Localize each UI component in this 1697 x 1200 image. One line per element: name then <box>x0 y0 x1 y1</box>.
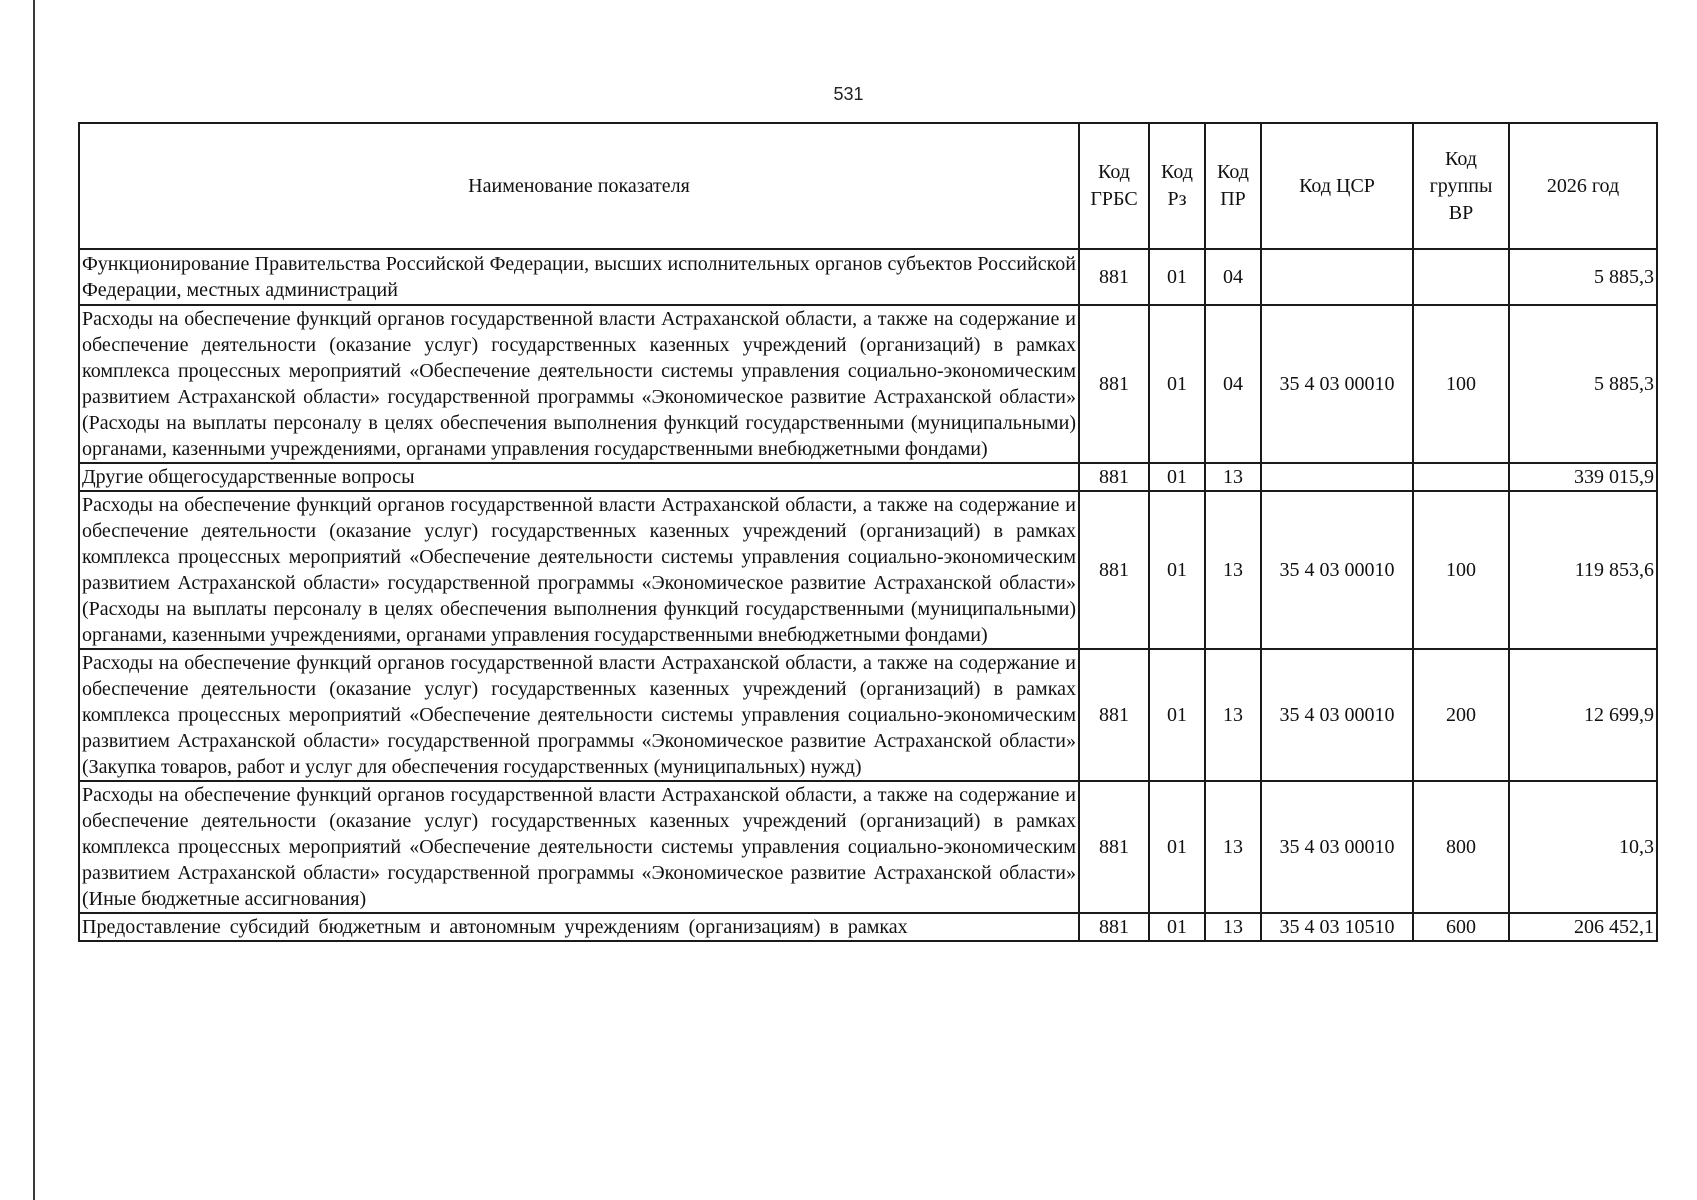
header-vr: Код группы ВР <box>1413 123 1509 249</box>
header-row <box>79 123 1657 249</box>
row-amount: 5 885,3 <box>1509 249 1657 305</box>
table-row <box>79 781 1657 913</box>
row-csr: 35 4 03 00010 <box>1261 305 1413 463</box>
row-amount: 10,3 <box>1509 781 1657 913</box>
row-pr: 13 <box>1205 649 1261 781</box>
row-vr: 100 <box>1413 491 1509 649</box>
row-grbs: 881 <box>1079 491 1149 649</box>
row-amount: 206 452,1 <box>1509 913 1657 941</box>
row-rz: 01 <box>1149 781 1205 913</box>
row-name: Функционирование Правительства Российской Федерации, высших исполнительных органов субъектов Российской Федерации, местных администраций <box>79 249 1079 305</box>
row-name: Расходы на обеспечение функций органов государственной власти Астраханской области, а также на содержание и обеспечение деятельности (оказание услуг) государственных казенных учреждений (организаций) в рамках комплекса процессных мероприятий «Обеспечение деятельности системы управления социально-экономическим развитием Астраханской области» государственной программы «Экономическое развитие Астраханской области» (Закупка товаров, работ и услуг для обеспечения государственных (муниципальных) нужд) <box>79 649 1079 781</box>
margin-rule <box>33 0 35 1200</box>
row-csr: 35 4 03 00010 <box>1261 491 1413 649</box>
row-name: Другие общегосударственные вопросы <box>79 463 1079 491</box>
row-amount: 5 885,3 <box>1509 305 1657 463</box>
row-csr <box>1261 463 1413 491</box>
table-row <box>79 913 1657 941</box>
table-body <box>79 249 1657 941</box>
row-name: Расходы на обеспечение функций органов государственной власти Астраханской области, а также на содержание и обеспечение деятельности (оказание услуг) государственных казенных учреждений (организаций) в рамках комплекса процессных мероприятий «Обеспечение деятельности системы управления социально-экономическим развитием Астраханской области» государственной программы «Экономическое развитие Астраханской области» (Расходы на выплаты персоналу в целях обеспечения выполнения функций государственными (муниципальными) органами, казенными учреждениями, органами управления государственными внебюджетными фондами) <box>79 305 1079 463</box>
header-year: 2026 год <box>1509 123 1657 249</box>
row-amount: 12 699,9 <box>1509 649 1657 781</box>
row-rz: 01 <box>1149 649 1205 781</box>
row-pr: 13 <box>1205 913 1261 941</box>
row-pr: 13 <box>1205 781 1261 913</box>
row-pr: 04 <box>1205 305 1261 463</box>
table-row <box>79 305 1657 463</box>
row-grbs: 881 <box>1079 649 1149 781</box>
row-vr <box>1413 249 1509 305</box>
row-name: Расходы на обеспечение функций органов государственной власти Астраханской области, а также на содержание и обеспечение деятельности (оказание услуг) государственных казенных учреждений (организаций) в рамках комплекса процессных мероприятий «Обеспечение деятельности системы управления социально-экономическим развитием Астраханской области» государственной программы «Экономическое развитие Астраханской области» (Расходы на выплаты персоналу в целях обеспечения выполнения функций государственными (муниципальными) органами, казенными учреждениями, органами управления государственными внебюджетными фондами) <box>79 491 1079 649</box>
row-pr: 13 <box>1205 463 1261 491</box>
header-pr: Код ПР <box>1205 123 1261 249</box>
header-rz: Код Рз <box>1149 123 1205 249</box>
table-row <box>79 491 1657 649</box>
table-row <box>79 649 1657 781</box>
row-csr: 35 4 03 00010 <box>1261 649 1413 781</box>
row-rz: 01 <box>1149 491 1205 649</box>
budget-table <box>78 122 1658 942</box>
row-amount: 339 015,9 <box>1509 463 1657 491</box>
table-row <box>79 463 1657 491</box>
row-rz: 01 <box>1149 913 1205 941</box>
row-csr: 35 4 03 10510 <box>1261 913 1413 941</box>
row-grbs: 881 <box>1079 913 1149 941</box>
row-csr <box>1261 249 1413 305</box>
row-name: Расходы на обеспечение функций органов государственной власти Астраханской области, а также на содержание и обеспечение деятельности (оказание услуг) государственных казенных учреждений (организаций) в рамках комплекса процессных мероприятий «Обеспечение деятельности системы управления социально-экономическим развитием Астраханской области» государственной программы «Экономическое развитие Астраханской области» (Иные бюджетные ассигнования) <box>79 781 1079 913</box>
row-vr: 200 <box>1413 649 1509 781</box>
row-vr: 600 <box>1413 913 1509 941</box>
table-row <box>79 249 1657 305</box>
row-amount: 119 853,6 <box>1509 491 1657 649</box>
row-name: Предоставление субсидий бюджетным и автономным учреждениям (организациям) в рамках <box>79 913 1079 941</box>
page-number: 531 <box>833 84 864 104</box>
row-csr: 35 4 03 00010 <box>1261 781 1413 913</box>
header-grbs: Код ГРБС <box>1079 123 1149 249</box>
row-grbs: 881 <box>1079 305 1149 463</box>
row-grbs: 881 <box>1079 249 1149 305</box>
row-rz: 01 <box>1149 249 1205 305</box>
header-name: Наименование показателя <box>79 123 1079 249</box>
row-vr: 100 <box>1413 305 1509 463</box>
table-header <box>79 123 1657 249</box>
row-rz: 01 <box>1149 305 1205 463</box>
row-grbs: 881 <box>1079 463 1149 491</box>
header-csr: Код ЦСР <box>1261 123 1413 249</box>
row-vr <box>1413 463 1509 491</box>
row-rz: 01 <box>1149 463 1205 491</box>
row-vr: 800 <box>1413 781 1509 913</box>
row-grbs: 881 <box>1079 781 1149 913</box>
row-pr: 13 <box>1205 491 1261 649</box>
row-pr: 04 <box>1205 249 1261 305</box>
